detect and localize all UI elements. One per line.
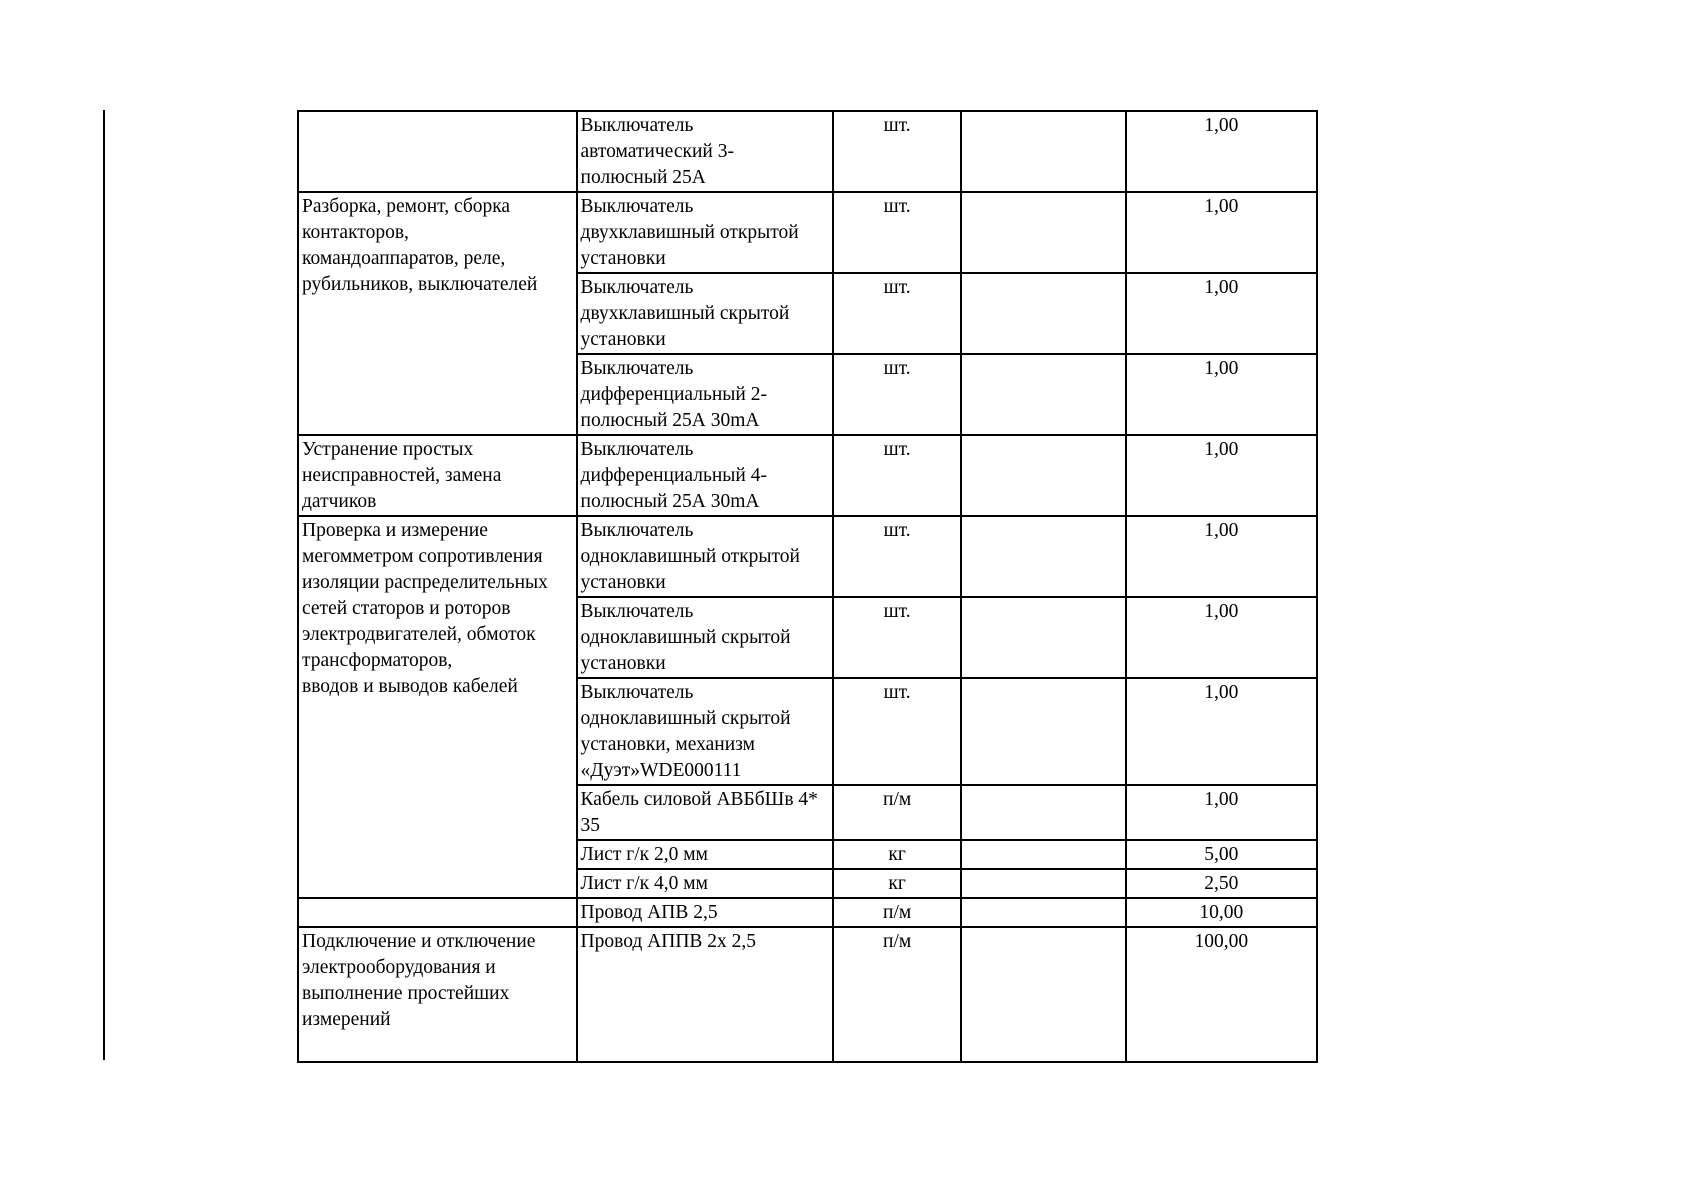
blank-cell — [961, 192, 1125, 273]
material-cell: Лист г/к 4,0 мм — [577, 869, 834, 898]
unit-cell: шт. — [833, 597, 961, 678]
work-cell: Устранение простых неисправностей, замена датчиков — [298, 435, 577, 516]
unit-cell: шт. — [833, 111, 961, 192]
unit-cell: п/м — [833, 898, 961, 927]
blank-cell — [961, 785, 1125, 840]
quantity-cell: 1,00 — [1126, 597, 1317, 678]
table-row — [298, 927, 1317, 1062]
quantity-cell: 1,00 — [1126, 516, 1317, 597]
material-cell: Кабель силовой АВБбШв 4* 35 — [577, 785, 834, 840]
unit-cell: шт. — [833, 354, 961, 435]
blank-cell — [961, 354, 1125, 435]
quantity-cell: 100,00 — [1126, 927, 1317, 1062]
blank-cell — [961, 273, 1125, 354]
blank-cell — [961, 840, 1125, 869]
material-cell: Выключатель автоматический 3- полюсный 25А — [577, 111, 834, 192]
quantity-cell: 5,00 — [1126, 840, 1317, 869]
unit-cell: кг — [833, 869, 961, 898]
unit-cell: шт. — [833, 678, 961, 785]
quantity-cell: 1,00 — [1126, 785, 1317, 840]
quantity-cell: 2,50 — [1126, 869, 1317, 898]
quantity-cell: 10,00 — [1126, 898, 1317, 927]
quantity-cell: 1,00 — [1126, 354, 1317, 435]
work-cell — [298, 111, 577, 192]
quantity-cell: 1,00 — [1126, 678, 1317, 785]
table-row — [298, 192, 1317, 273]
material-cell: Выключатель дифференциальный 4- полюсный 25А 30mA — [577, 435, 834, 516]
unit-cell: п/м — [833, 927, 961, 1062]
blank-cell — [961, 869, 1125, 898]
blank-cell — [961, 597, 1125, 678]
material-cell: Выключатель дифференциальный 2- полюсный 25А 30mA — [577, 354, 834, 435]
materials-table — [297, 110, 1318, 1063]
blank-cell — [961, 435, 1125, 516]
quantity-cell: 1,00 — [1126, 111, 1317, 192]
table-row — [298, 898, 1317, 927]
quantity-cell: 1,00 — [1126, 192, 1317, 273]
unit-cell: шт. — [833, 273, 961, 354]
work-cell: Разборка, ремонт, сборка контакторов, командоаппаратов, реле, рубильников, выключателей — [298, 192, 577, 435]
blank-cell — [961, 111, 1125, 192]
work-cell: Проверка и измерение мегомметром сопротивления изоляции распределительных сетей статоров и роторов электродвигателей, обмоток трансформаторов, вводов и выводов кабелей — [298, 516, 577, 898]
material-cell: Выключатель двухклавишный открытой установки — [577, 192, 834, 273]
table-row — [298, 111, 1317, 192]
material-cell: Лист г/к 2,0 мм — [577, 840, 834, 869]
quantity-cell: 1,00 — [1126, 273, 1317, 354]
work-cell: Подключение и отключение электрооборудования и выполнение простейших измерений — [298, 927, 577, 1062]
blank-cell — [961, 516, 1125, 597]
work-cell — [298, 898, 577, 927]
material-cell: Провод АППВ 2х 2,5 — [577, 927, 834, 1062]
blank-cell — [961, 898, 1125, 927]
material-cell: Выключатель одноклавишный скрытой установки, механизм «Дуэт»WDE000111 — [577, 678, 834, 785]
table-row — [298, 516, 1317, 597]
blank-cell — [961, 678, 1125, 785]
unit-cell: шт. — [833, 192, 961, 273]
material-cell: Выключатель одноклавишный скрытой установки — [577, 597, 834, 678]
unit-cell: шт. — [833, 516, 961, 597]
quantity-cell: 1,00 — [1126, 435, 1317, 516]
page-margin-line — [103, 110, 105, 1060]
table-row — [298, 435, 1317, 516]
unit-cell: кг — [833, 840, 961, 869]
material-cell: Выключатель двухклавишный скрытой установки — [577, 273, 834, 354]
unit-cell: п/м — [833, 785, 961, 840]
material-cell: Выключатель одноклавишный открытой установки — [577, 516, 834, 597]
blank-cell — [961, 927, 1125, 1062]
unit-cell: шт. — [833, 435, 961, 516]
material-cell: Провод АПВ 2,5 — [577, 898, 834, 927]
